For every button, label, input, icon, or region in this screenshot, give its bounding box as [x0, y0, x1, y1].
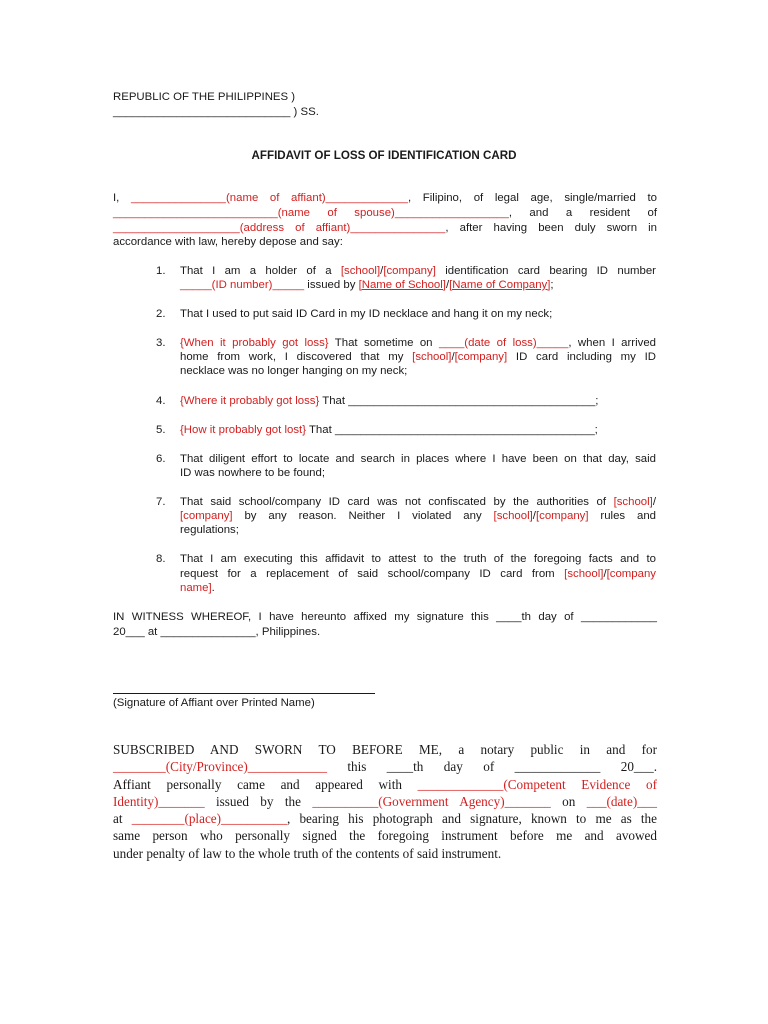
name-of-school-placeholder: [Name of School]	[358, 279, 446, 291]
address-of-affiant-field: ____________________(address of affiant)_______________	[113, 222, 446, 234]
notary-line-4	[113, 793, 657, 810]
competent-evidence-field: Identity)_______	[113, 794, 205, 809]
name-of-affiant-field: _______________(name of affiant)_____________	[130, 192, 409, 204]
slash: /	[603, 568, 607, 580]
ss-label: ) SS.	[290, 106, 319, 118]
notary-text: issued by the	[204, 794, 313, 809]
item-7-text: by any reason. Neither I violated any	[232, 510, 494, 522]
witness-line-2: 20___ at _______________, Philippines.	[113, 626, 321, 638]
punctuation: ;	[550, 279, 554, 291]
item-1-text: That I am a holder of a	[180, 265, 341, 277]
signature-caption: (Signature of Affiant over Printed Name)	[113, 697, 315, 709]
intro-i: I,	[113, 192, 131, 204]
company-name-placeholder: [company	[606, 568, 656, 580]
intro-line-3	[113, 221, 657, 235]
notary-line-2	[113, 758, 657, 775]
company-placeholder: [company]	[454, 351, 508, 363]
item-7-line-1	[180, 495, 656, 509]
blank-line: _______________________________________	[348, 395, 596, 407]
slash: /	[380, 265, 384, 277]
item-1-line-1	[180, 264, 656, 278]
company-placeholder: [company]	[180, 510, 233, 522]
intro-line-1	[113, 191, 657, 205]
blank-line: _________________________________________	[334, 424, 595, 436]
notary-text: , bearing his photograph and signature, known to me as the	[286, 811, 657, 826]
intro-sworn: , after having been duly sworn in	[445, 222, 657, 234]
city-province-field: ________(City/Province)____________	[113, 759, 327, 774]
school-placeholder: [school]	[613, 496, 653, 508]
item-2-text: That I used to put said ID Card in my ID necklace and hang it on my neck;	[180, 308, 553, 320]
item-3-text: home from work, I discovered that my	[180, 351, 413, 363]
slash: /	[445, 279, 450, 291]
notary-text: 20___.	[600, 759, 658, 774]
ss-line	[113, 105, 319, 119]
document-title: AFFIDAVIT OF LOSS OF IDENTIFICATION CARD	[251, 149, 517, 162]
item-3-line-3: necklace was no longer hanging on my neck;	[180, 365, 408, 377]
slash: /	[451, 351, 455, 363]
item-number: 2.	[156, 308, 166, 320]
item-1-text: issued by	[304, 279, 359, 291]
intro-resident: , and a resident of	[508, 207, 657, 219]
item-4-line	[180, 394, 656, 408]
school-placeholder: [school]	[493, 510, 533, 522]
item-number: 3.	[156, 337, 166, 349]
item-3-text: ID card including my ID	[507, 351, 656, 363]
intro-filipino: , Filipino, of legal age, single/married to	[408, 192, 657, 204]
blank-line: _____________	[514, 759, 601, 774]
item-1-line-2	[180, 278, 656, 292]
name-of-company-placeholder: [Name of Company]	[449, 279, 551, 291]
notary-line-3	[113, 776, 657, 793]
intro-line-4: accordance with law, hereby depose and say:	[113, 236, 343, 248]
notary-text: on	[550, 794, 587, 809]
item-6-line-1: That diligent effort to locate and search in places where I have been on that day, said	[180, 453, 656, 465]
witness-line-1: IN WITNESS WHEREOF, I have hereunto affixed my signature this ____th day of ____________	[113, 611, 657, 623]
item-5-line	[180, 423, 656, 437]
company-placeholder: [company]	[535, 510, 589, 522]
when-lost-placeholder: {When it probably got loss}	[180, 337, 329, 349]
signature-line	[113, 693, 375, 694]
government-agency-field: __________(Government Agency)_______	[312, 794, 551, 809]
slash: /	[532, 510, 536, 522]
name-of-spouse-field: __________________________(name of spouse)__________________	[113, 207, 509, 219]
where-lost-placeholder: {Where it probably got loss}	[180, 395, 320, 407]
date-field: ___(date)___	[586, 794, 657, 809]
item-8-text: request for a replacement of said school/company ID card from	[180, 568, 565, 580]
item-3-text: , when I arrived	[568, 337, 656, 349]
item-8-line-1: That I am executing this affidavit to attest to the truth of the foregoing facts and to	[180, 553, 656, 565]
notary-line-1: SUBSCRIBED AND SWORN TO BEFORE ME, a notary public in and for	[113, 742, 657, 757]
notary-line-5	[113, 810, 657, 827]
slash: /	[652, 496, 656, 508]
item-4-text: That	[319, 395, 349, 407]
school-placeholder: [school]	[340, 265, 381, 277]
item-number: 1.	[156, 265, 166, 277]
item-1-text: identification card bearing ID number	[435, 265, 656, 277]
item-3-line-2	[180, 350, 656, 364]
item-7-line-3: regulations;	[180, 524, 239, 536]
company-name-placeholder: name]	[180, 582, 212, 594]
item-8-line-3	[180, 581, 656, 595]
place-field: ________(place)__________	[131, 811, 287, 826]
notary-text: at	[113, 811, 132, 826]
punctuation: .	[211, 582, 215, 594]
id-number-field: _____(ID number)_____	[180, 279, 305, 291]
item-number: 4.	[156, 395, 166, 407]
punctuation: ;	[595, 395, 599, 407]
notary-text: Affiant personally came and appeared with	[113, 777, 418, 792]
item-number: 8.	[156, 553, 166, 565]
item-number: 7.	[156, 496, 166, 508]
how-lost-placeholder: {How it probably got lost}	[180, 424, 307, 436]
item-number: 5.	[156, 424, 166, 436]
item-5-text: That	[306, 424, 335, 436]
item-7-text: That said school/company ID card was not confiscated by the authorities of	[180, 496, 614, 508]
item-3-line-1	[180, 336, 656, 350]
competent-evidence-field: _____________(Competent Evidence of	[417, 777, 657, 792]
punctuation: ;	[594, 424, 598, 436]
republic-line: REPUBLIC OF THE PHILIPPINES )	[113, 91, 296, 103]
item-number: 6.	[156, 453, 166, 465]
school-placeholder: [school]	[412, 351, 452, 363]
intro-line-2	[113, 206, 657, 220]
item-7-text: rules and	[588, 510, 656, 522]
item-3-text: That sometime on	[328, 337, 439, 349]
item-6-line-2: ID was nowhere to be found;	[180, 467, 326, 479]
notary-text: this ____th day of	[326, 759, 515, 774]
date-of-loss-field: ____(date of loss)_____	[438, 337, 569, 349]
item-8-line-2	[180, 567, 656, 581]
notary-line-6: same person who personally signed the foregoing instrument before me and avowed	[113, 828, 657, 843]
notary-line-7: under penalty of law to the whole truth of the contents of said instrument.	[113, 846, 502, 861]
item-7-line-2	[180, 509, 656, 523]
school-placeholder: [school]	[564, 568, 604, 580]
company-placeholder: [company]	[383, 265, 436, 277]
venue-blank: ____________________________	[113, 106, 291, 118]
